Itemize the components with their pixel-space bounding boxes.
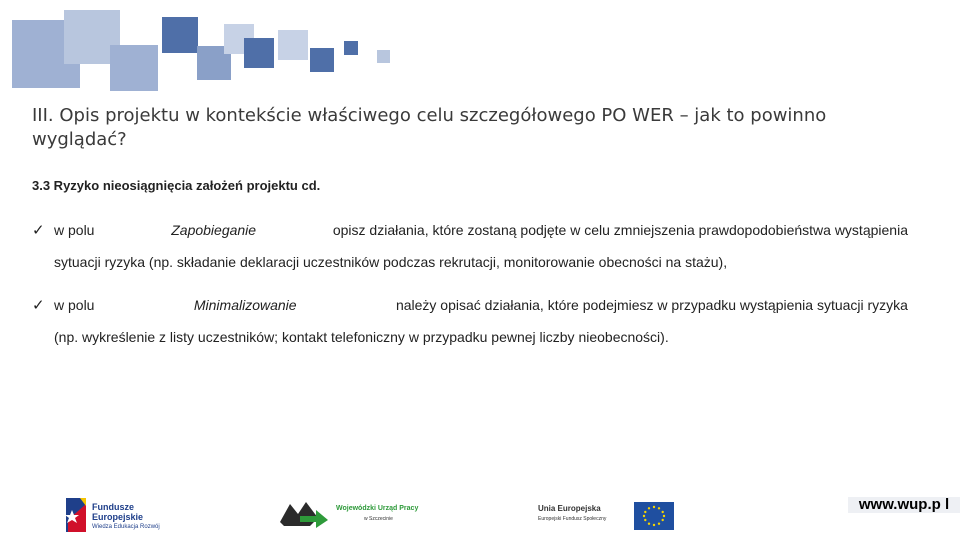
check-icon: ✓ <box>32 222 45 239</box>
fundusze-europejskie-logo <box>64 496 174 536</box>
fe-logo-text-2: Europejskie <box>92 512 144 522</box>
bullet-text-italic: Zapobieganie <box>171 222 257 238</box>
check-icon: ✓ <box>32 297 45 314</box>
title-line-1: III. Opis projektu w kontekście właściwego celu szczegółowego PO WER – jak to powinno <box>32 105 827 126</box>
bullet-item-minimizing <box>32 296 908 346</box>
bullet-line-2: (np. wykreślenie z listy uczestników; kontakt telefoniczny w przypadku pewnej liczby nieobecności). <box>54 329 669 345</box>
footer <box>0 488 960 540</box>
bullet-text-italic: Minimalizowanie <box>193 297 297 313</box>
bullet-text-post: opisz działania, które zostaną podjęte w celu zmniejszenia prawdopodobieństwa wystąpienia <box>332 222 908 238</box>
bullet-text-post: należy opisać działania, które podejmiesz w przypadku wystąpienia sytuacji ryzyka <box>395 297 908 313</box>
section-heading: 3.3 Ryzyko nieosiągnięcia założeń projektu cd. <box>32 178 321 193</box>
fe-logo-text-1: Fundusze <box>92 502 134 512</box>
eu-flag-icon <box>634 502 674 530</box>
eu-logo-text-1: Unia Europejska <box>538 504 601 513</box>
bullet-line-2: sytuacji ryzyka (np. składanie deklaracji uczestników podczas rekrutacji, monitorowanie obecności na stażu), <box>54 254 728 270</box>
eu-logo <box>538 500 678 532</box>
website-link[interactable]: www.wup.p l <box>848 497 960 513</box>
fe-star-icon <box>64 496 90 534</box>
eu-logo-text-2: Europejski Fundusz Społeczny <box>538 516 607 522</box>
wup-logo-text-2: w Szczecinie <box>364 516 393 522</box>
slide-title <box>32 104 932 152</box>
title-line-2: wyglądać? <box>32 129 127 150</box>
bullet-line-1 <box>54 221 908 239</box>
wup-emblem-icon <box>280 500 330 528</box>
fe-logo-text-3: Wiedza Edukacja Rozwój <box>92 524 160 530</box>
bullet-text-pre: w polu <box>54 222 95 238</box>
bullet-text-pre: w polu <box>54 297 95 313</box>
wup-logo <box>280 500 440 530</box>
wup-logo-text-1: Wojewódzki Urząd Pracy <box>336 505 419 512</box>
bullet-line-1 <box>54 296 908 314</box>
bullet-item-prevention <box>32 221 908 271</box>
